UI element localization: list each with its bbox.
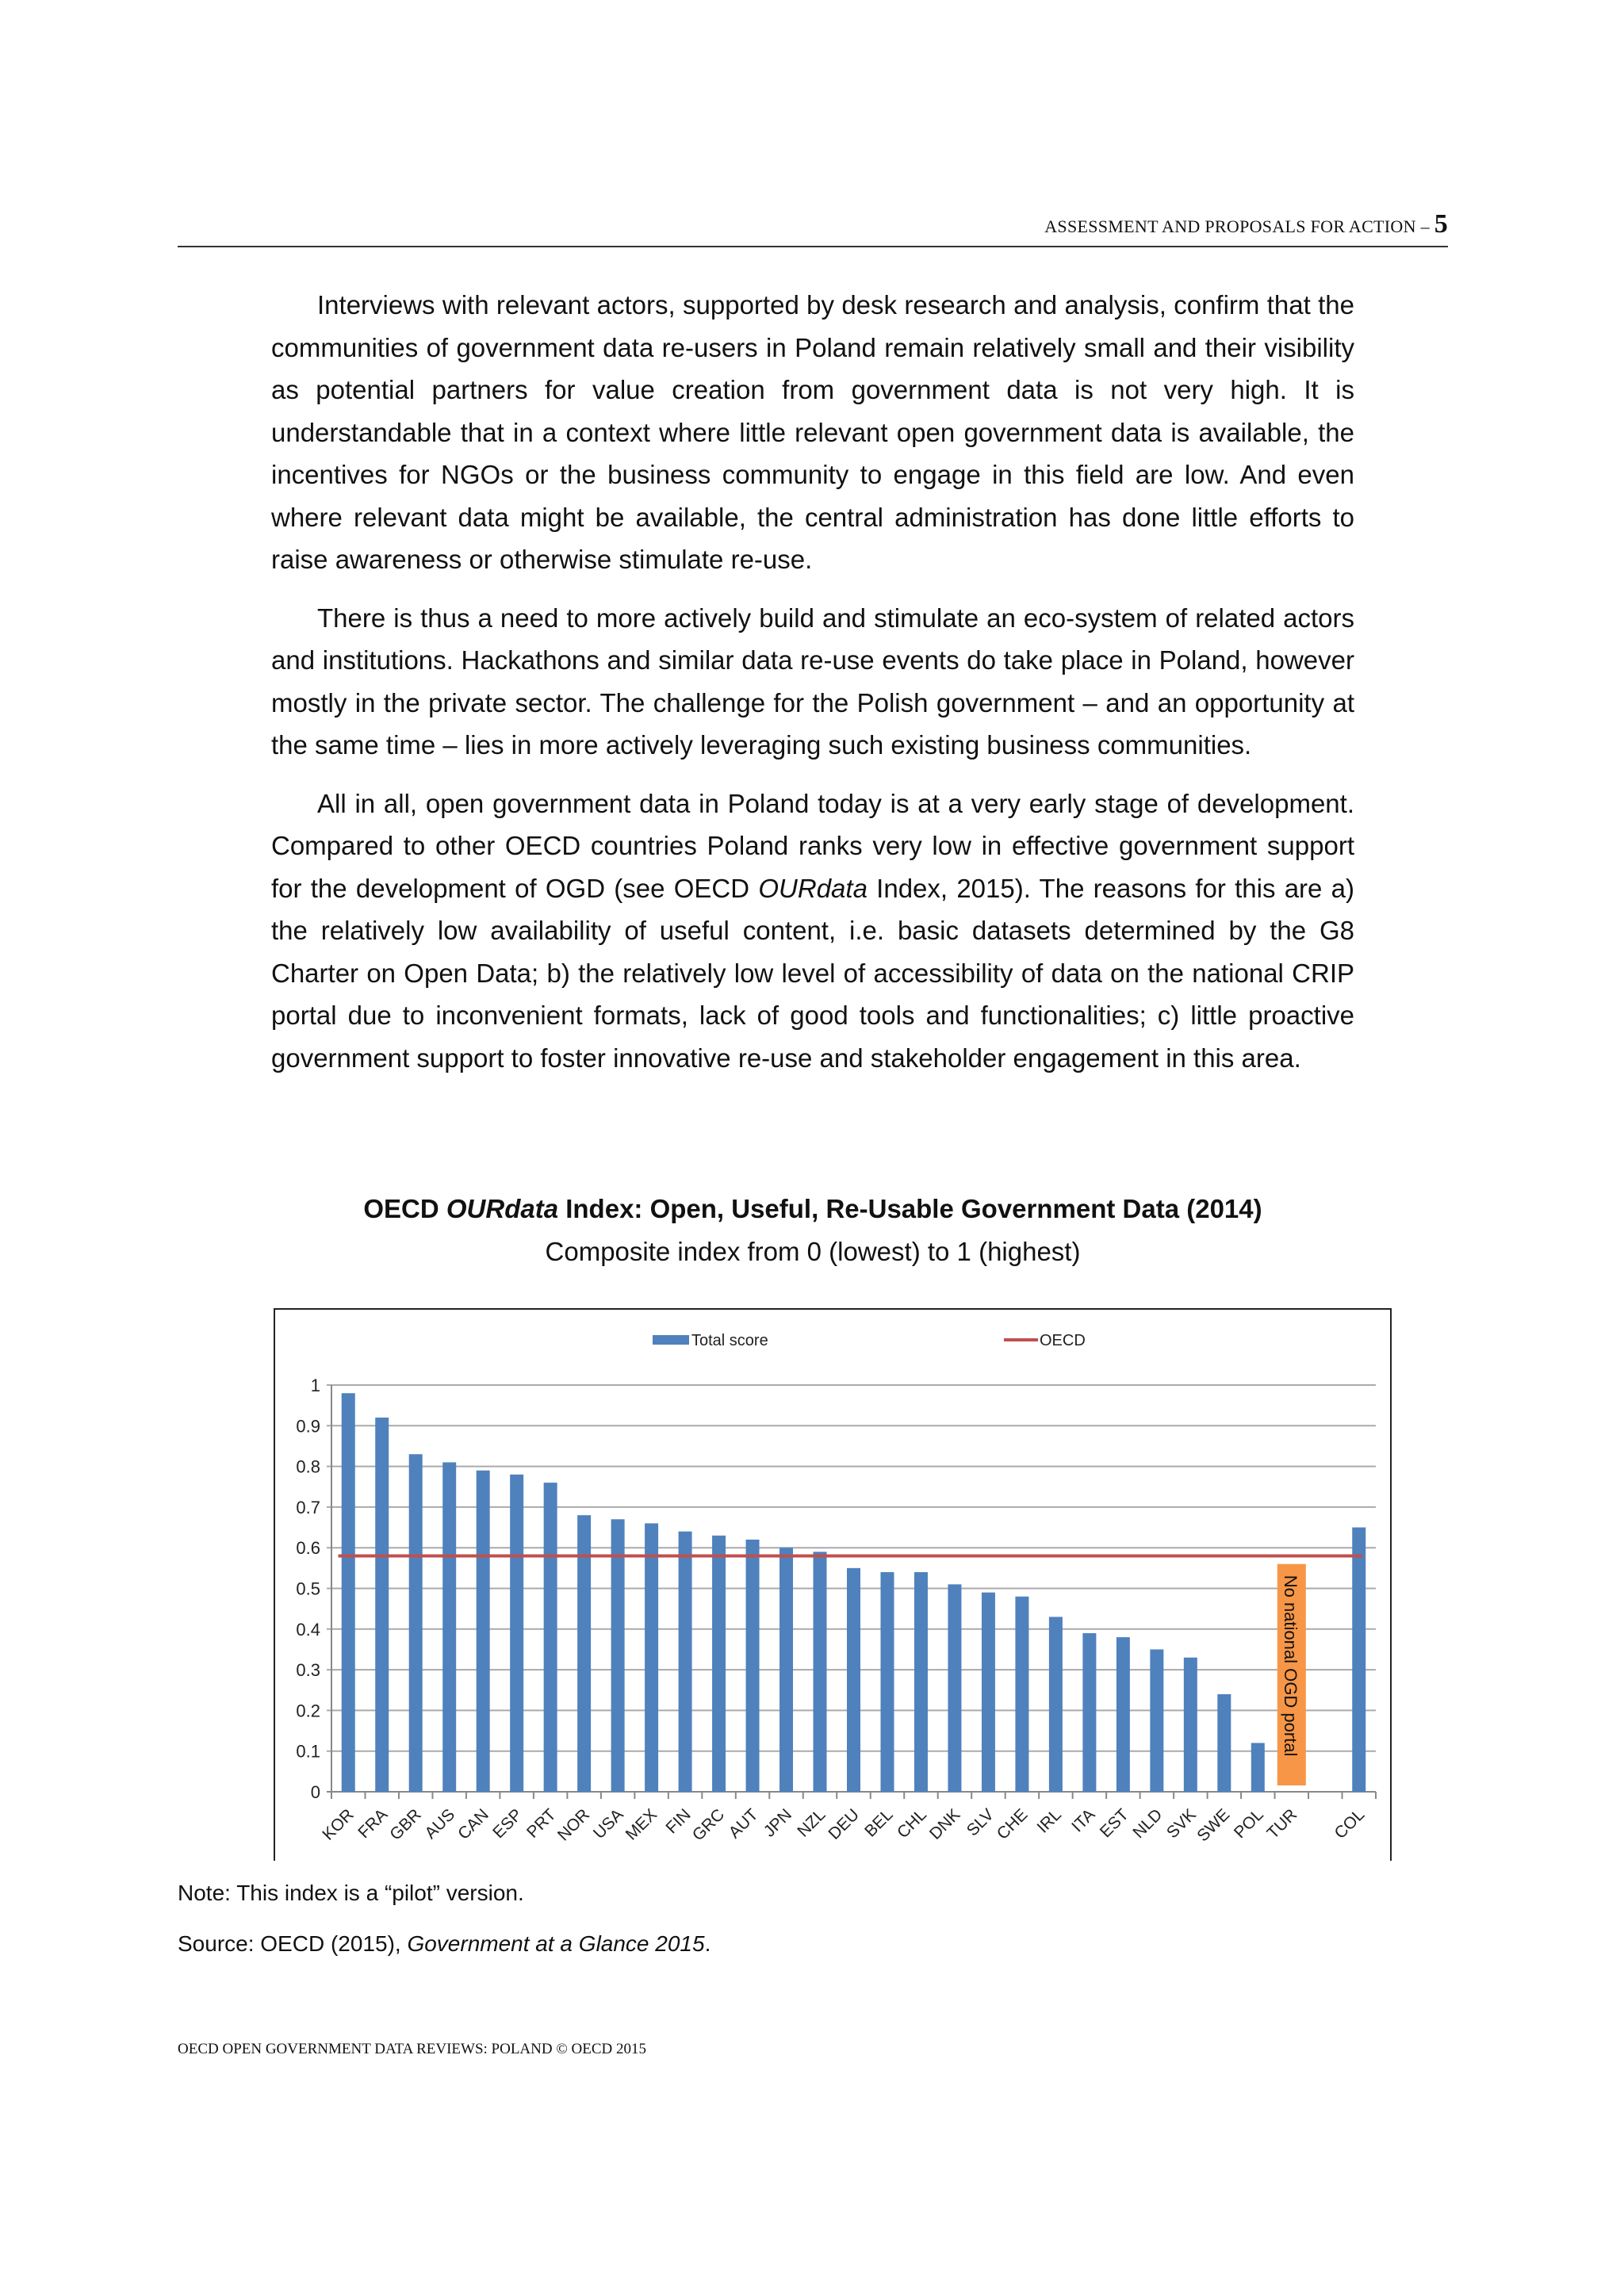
x-tick-label: SVK — [1162, 1805, 1200, 1843]
figure-title — [271, 1194, 1354, 1224]
bar-svk — [1184, 1658, 1197, 1792]
x-tick-label: FIN — [662, 1805, 695, 1838]
title-post: Index: Open, Useful, Re-Usable Government Data (2014) — [558, 1194, 1262, 1223]
y-tick-label: 0.8 — [296, 1456, 320, 1477]
x-tick-label: BEL — [861, 1805, 897, 1841]
bar-deu — [847, 1568, 860, 1792]
p3-italic: OURdata — [758, 873, 868, 903]
legend-swatch-total-score — [653, 1335, 689, 1345]
x-tick-label: SWE — [1193, 1805, 1234, 1846]
x-tick-label: NLD — [1129, 1805, 1166, 1843]
bar-prt — [544, 1483, 557, 1792]
x-tick-label: PRT — [523, 1805, 560, 1842]
x-tick-label: DEU — [825, 1805, 864, 1843]
x-tick-label: CHE — [993, 1805, 1032, 1843]
x-tick-label: KOR — [319, 1805, 358, 1844]
x-tick-label: FRA — [354, 1805, 392, 1843]
p3-text-end: Index, 2015). The reasons for this are a) the relatively low availability of useful content, i.e. basic datasets determined by the G8 Charter on Open Data; b) the relatively low level of accessibility of data on the national CRIP portal due to inconvenient formats, lack of good tools and functionalities; c) little proactive government support to foster innovative re-use and stakeholder engagement in this area. — [271, 873, 1354, 1073]
x-tick-label: NOR — [553, 1805, 594, 1845]
bar-chart — [275, 1310, 1390, 1862]
bar-aut — [746, 1540, 760, 1792]
annotation-text: No national OGD portal — [1280, 1575, 1300, 1757]
y-tick-label: 0.6 — [296, 1538, 320, 1559]
figure-subtitle: Composite index from 0 (lowest) to 1 (highest) — [545, 1237, 1081, 1266]
paragraph-2: There is thus a need to more actively build and stimulate an eco-system of related actors and institutions. Hackathons and similar data re-use events do take place in Poland, however mostly in the private sector. The challenge for the Polish government – and an opportunity at the same time – lies in more actively leveraging such existing business communities. — [271, 603, 1354, 760]
x-tick-label: AUT — [725, 1805, 762, 1843]
bar-est — [1116, 1637, 1130, 1792]
bar-kor — [342, 1393, 355, 1792]
legend-label-oecd: OECD — [1040, 1332, 1086, 1349]
source-post: . — [704, 1931, 711, 1956]
y-tick-label: 0.2 — [296, 1701, 320, 1721]
bar-ita — [1082, 1633, 1096, 1792]
x-tick-label: NZL — [794, 1805, 829, 1841]
page-footer: OECD OPEN GOVERNMENT DATA REVIEWS: POLAND © OECD 2015 — [178, 2041, 647, 2057]
bar-fin — [679, 1532, 692, 1792]
bar-nld — [1150, 1649, 1163, 1792]
title-pre: OECD — [363, 1194, 446, 1223]
bar-mex — [645, 1523, 658, 1792]
bar-bel — [880, 1572, 894, 1792]
x-tick-label: DNK — [925, 1805, 964, 1843]
x-tick-label: ESP — [489, 1805, 527, 1843]
figure-note: Note: This index is a “pilot” version. — [178, 1881, 524, 1905]
bar-aus — [442, 1462, 456, 1792]
body-text — [271, 284, 1354, 1095]
bar-irl — [1049, 1617, 1063, 1792]
page-number: 5 — [1434, 209, 1448, 239]
bar-che — [1015, 1597, 1028, 1792]
bar-gbr — [409, 1454, 423, 1792]
bar-can — [477, 1471, 490, 1792]
x-tick-label: IRL — [1033, 1805, 1065, 1837]
y-tick-label: 0.3 — [296, 1660, 320, 1681]
bar-nzl — [814, 1552, 827, 1792]
x-tick-label: TUR — [1263, 1805, 1301, 1843]
x-tick-label: GRC — [688, 1805, 729, 1845]
p3-text: All in all, open government data in Poland today is at a very early stage of development. Compared to other OECD countries Poland ranks very low in effective government support for the development of OGD (see OECD — [271, 788, 1354, 903]
x-tick-label: MEX — [622, 1805, 661, 1844]
x-tick-label: POL — [1230, 1805, 1267, 1843]
x-tick-label: CHL — [894, 1805, 931, 1843]
x-tick-label: CAN — [454, 1805, 492, 1843]
y-tick-label: 0 — [310, 1782, 320, 1802]
paragraph-3 — [271, 783, 1354, 1080]
bar-swe — [1217, 1694, 1231, 1792]
bar-fra — [375, 1418, 389, 1792]
y-tick-label: 0.4 — [296, 1619, 320, 1640]
x-tick-label: EST — [1096, 1805, 1132, 1842]
title-italic: OURdata — [446, 1194, 559, 1223]
bar-usa — [611, 1519, 625, 1792]
y-tick-label: 1 — [310, 1376, 320, 1395]
paragraph-1: Interviews with relevant actors, supported by desk research and analysis, confirm that the communities of government data re-users in Poland remain relatively small and their visibility as potential partners for value creation from government data is not very high. It is understandable that in a context where little relevant open government data is available, the incentives for NGOs or the business community to engage in this field are low. And even where relevant data might be available, the central administration has done little efforts to raise awareness or otherwise stimulate re-use. — [271, 290, 1354, 574]
x-tick-label: COL — [1331, 1805, 1369, 1843]
y-tick-label: 0.7 — [296, 1497, 320, 1517]
bar-chl — [914, 1572, 928, 1792]
x-tick-label: SLV — [963, 1805, 998, 1840]
header-title — [1044, 209, 1448, 239]
bar-dnk — [948, 1584, 961, 1792]
y-tick-label: 0.5 — [296, 1578, 320, 1599]
running-header — [178, 208, 1448, 247]
x-tick-label: USA — [589, 1805, 627, 1843]
y-tick-label: 0.1 — [296, 1741, 320, 1762]
source-pre: Source: OECD (2015), — [178, 1931, 408, 1956]
bar-esp — [510, 1475, 523, 1792]
chart-frame — [274, 1308, 1392, 1861]
x-tick-label: JPN — [760, 1805, 796, 1841]
running-title: ASSESSMENT AND PROPOSALS FOR ACTION – — [1044, 216, 1434, 236]
bar-grc — [712, 1536, 726, 1792]
bar-col — [1352, 1528, 1365, 1792]
legend-label-total-score: Total score — [691, 1332, 768, 1349]
figure-source — [178, 1931, 710, 1957]
x-tick-label: ITA — [1068, 1805, 1099, 1836]
y-tick-label: 0.9 — [296, 1416, 320, 1437]
x-tick-label: GBR — [386, 1805, 425, 1844]
source-italic: Government at a Glance 2015 — [407, 1931, 705, 1956]
bar-jpn — [779, 1548, 793, 1792]
bar-pol — [1251, 1743, 1265, 1792]
bar-slv — [982, 1593, 995, 1792]
x-tick-label: AUS — [421, 1805, 459, 1843]
